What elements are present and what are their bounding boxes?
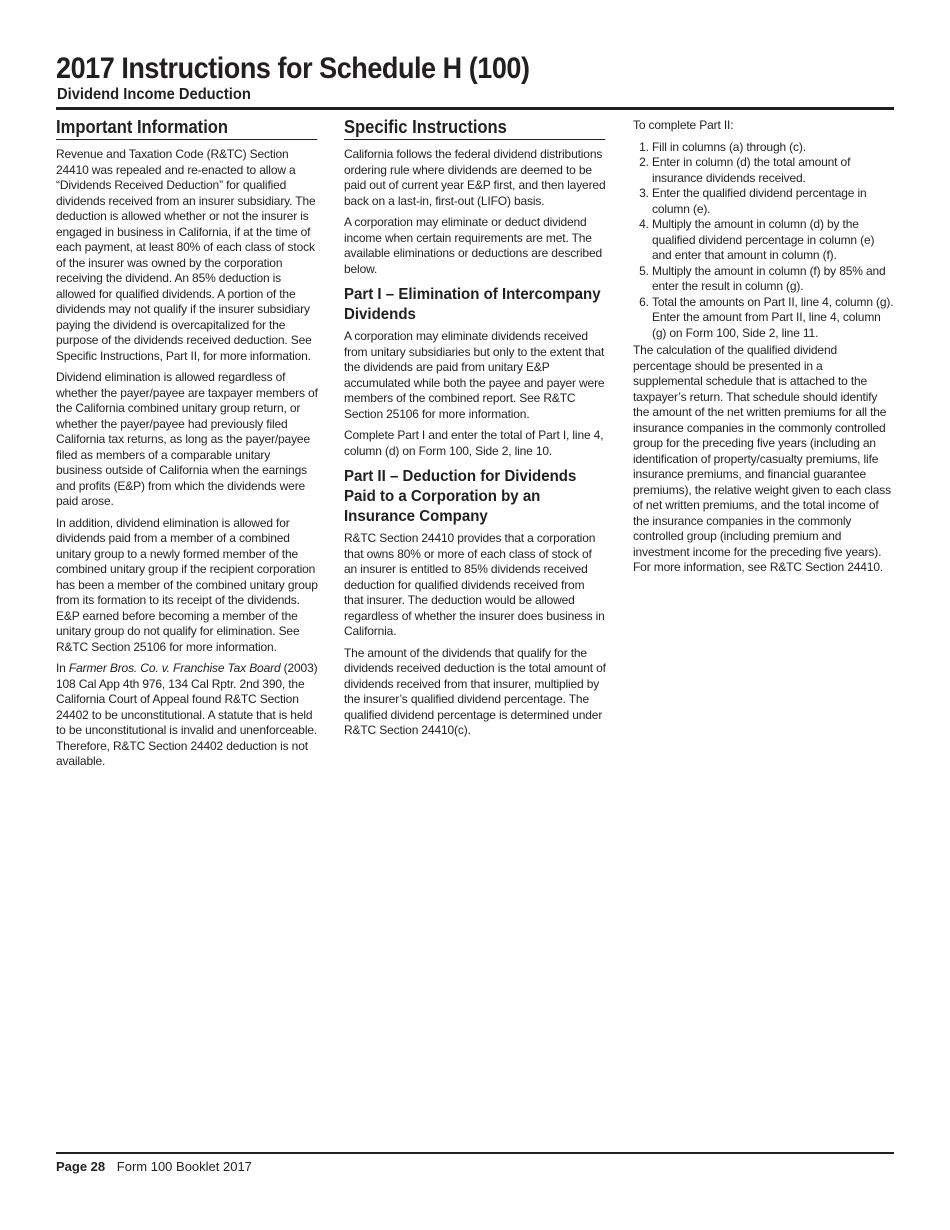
part1-heading: Part I – Elimination of Intercompany Dividends — [344, 286, 601, 323]
specific-paragraph-1: California follows the federal dividend distributions ordering rule where dividends are deemed to be paid out of current year E&P first, and then layered back on a last-in, first-out (LIFO) basis. — [344, 147, 606, 208]
page-title: 2017 Instructions for Schedule H (100) — [56, 52, 530, 85]
case-text: (2003) 108 Cal App 4th 976, 134 Cal Rptr. 2nd 390, the California Court of Appeal found R&TC Section 24402 to be unconstitutional. A statute that is held to be unconstitutional is invalid and unenforceable. Therefore, R&TC Section 24402 deduction is not available. — [56, 661, 318, 768]
list-item: 4. Multiply the amount in column (d) by the qualified dividend percentage in column (e) and enter that amount in column (f). — [652, 217, 895, 264]
part2-paragraph-1: R&TC Section 24410 provides that a corporation that owns 80% or more of each class of stock of an insurer is entitled to 85% dividends received deduction for qualified dividends received from that insurer. The deduction would be allowed regardless of whether the insurer does business in California. — [344, 531, 605, 638]
footer-rule — [56, 1152, 894, 1154]
list-item: 5. Multiply the amount in column (f) by 85% and enter the result in column (g). — [652, 264, 895, 295]
important-paragraph-1: Revenue and Taxation Code (R&TC) Section 24410 was repealed and re-enacted to allow a “Dividends Received Deduction” for qualified dividends received from an insurer subsidiary. The deduction is allowed whether or not the insurer is engaged in business in California, if at the time of each payment, at least 80% of each class of stock of the insurer was owned by the corporation receiving the dividend. An 85% deduction is allowed for qualified dividends. A portion of the dividends may not qualify if the insurer subsidiary paying the dividend is overcapitalized for the purpose of the dividends received deduction. See Specific Instructions, Part II, for more information. — [56, 147, 316, 363]
page-number: Page 28 — [56, 1159, 106, 1174]
page-footer — [56, 1159, 252, 1174]
important-paragraph-4 — [56, 661, 318, 770]
specific-instructions-column — [344, 117, 606, 745]
case-prefix: In — [56, 661, 69, 675]
specific-instructions-heading: Specific Instructions — [344, 117, 606, 140]
qualified-percentage-paragraph: The calculation of the qualified dividend percentage should be presented in a supplemental schedule that is attached to the taxpayer’s return. That schedule should identify the amount of the net written premiums for all the insurance companies in the commonly controlled group for the preceding five years (including an identification of property/casualty premiums, life insurance premiums, and financial guarantee premiums), the relative weight given to each class of net written premiums, and the total income of the insurance companies in the commonly controlled group (including premium and investment income for the preceding five years). For more information, see R&TC Section 24410. — [633, 343, 891, 574]
important-information-column — [56, 117, 318, 776]
booklet-name: Form 100 Booklet 2017 — [116, 1159, 252, 1174]
important-information-heading: Important Information — [56, 117, 318, 140]
list-item: 2. Enter in column (d) the total amount of insurance dividends received. — [652, 155, 895, 186]
part2-steps-column — [633, 118, 895, 582]
list-item: 1. Fill in columns (a) through (c). — [652, 140, 895, 156]
part2-heading: Part II – Deduction for Dividends Paid to a Corporation by an Insurance Company — [344, 468, 577, 525]
part1-paragraph-2: Complete Part I and enter the total of Part I, line 4, column (d) on Form 100, Side 2, line 10. — [344, 428, 604, 458]
page-subtitle: Dividend Income Deduction — [57, 86, 251, 103]
case-citation: Farmer Bros. Co. v. Franchise Tax Board — [68, 661, 281, 675]
part2-steps-list — [633, 140, 895, 342]
part2-paragraph-2: The amount of the dividends that qualify for the dividends received deduction is the total amount of dividends received from that insurer, multiplied by the insurer’s qualified dividend percentage. The qualified dividend percentage is determined under R&TC Section 24410(c). — [344, 645, 606, 737]
part1-paragraph-1: A corporation may eliminate dividends received from unitary subsidiaries but only to the extent that the dividends are paid from unitary E&P accumulated while both the payee and payer were members of the combined report. See R&TC Section 25106 for more information. — [344, 329, 605, 421]
part2-steps-intro: To complete Part II: — [633, 118, 734, 132]
list-item: 6. Total the amounts on Part II, line 4, column (g). Enter the amount from Part II, line 4, column (g) on Form 100, Side 2, line 11. — [652, 295, 895, 342]
list-item: 3. Enter the qualified dividend percentage in column (e). — [652, 186, 895, 217]
important-paragraph-2: Dividend elimination is allowed regardless of whether the payer/payee are taxpayer members of the California combined unitary group return, or whether the payer/payee had previously filed California tax returns, as long as the payer/payee filed as members of a comparable unitary business outside of California when the earnings and profits (E&P) from which the dividends were paid arose. — [56, 370, 318, 508]
header-rule — [56, 107, 894, 110]
specific-paragraph-2: A corporation may eliminate or deduct dividend income when certain requirements are met. The available eliminations or deductions are described below. — [344, 215, 602, 276]
important-paragraph-3: In addition, dividend elimination is allowed for dividends paid from a member of a combined unitary group to a newly formed member of the combined unitary group if the recipient corporation has been a member of the combined unitary group from its formation to its receipt of the dividends. E&P earned before becoming a member of the unitary group do not qualify for elimination. See R&TC Section 25106 for more information. — [56, 515, 318, 654]
